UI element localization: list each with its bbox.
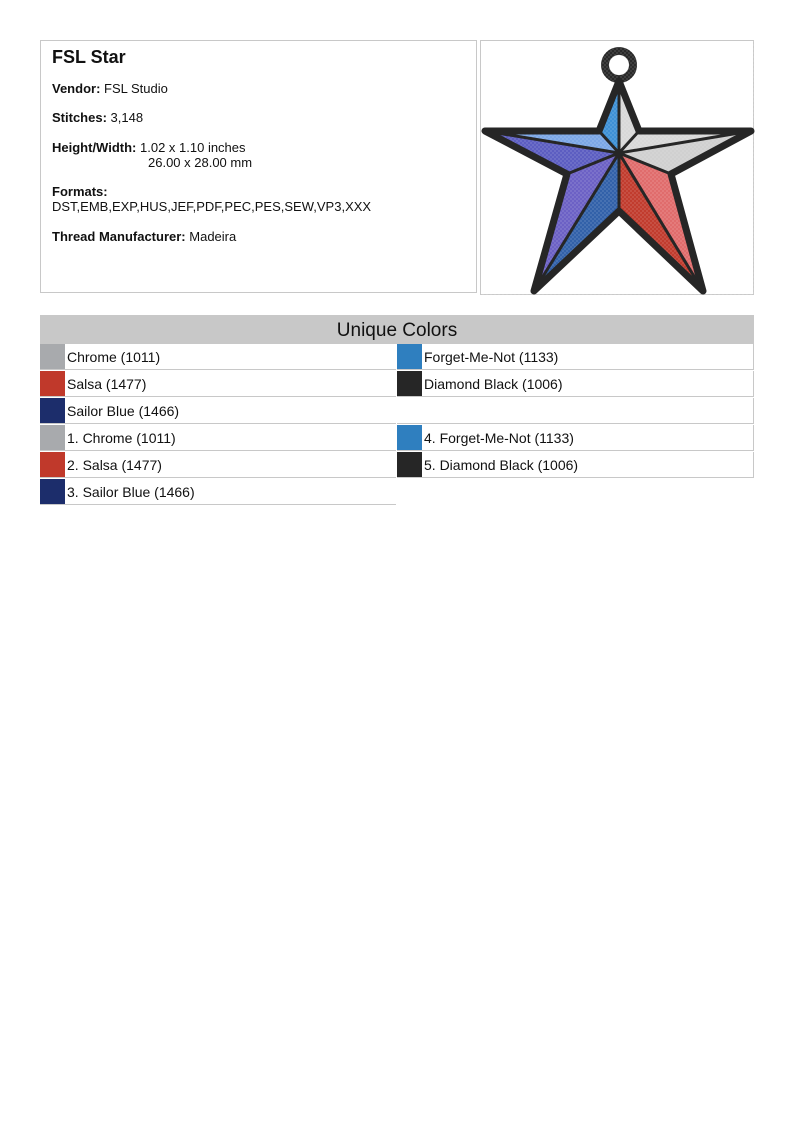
color-row <box>40 398 396 424</box>
color-name: Forget-Me-Not (1133) <box>424 349 559 365</box>
stitches-value: 3,148 <box>110 110 144 125</box>
color-swatch <box>397 452 422 477</box>
color-swatch <box>397 344 422 369</box>
sequence-name: 3. Sailor Blue (1466) <box>67 484 195 500</box>
color-swatch <box>40 344 65 369</box>
color-swatch <box>40 452 65 477</box>
sequence-row <box>397 452 754 478</box>
sequence-name: 5. Diamond Black (1006) <box>424 457 579 473</box>
thread-label: Thread Manufacturer: <box>52 229 186 244</box>
design-info-panel <box>40 40 477 293</box>
color-name: Chrome (1011) <box>67 349 161 365</box>
empty-row <box>397 398 754 424</box>
height-width-label: Height/Width: <box>52 140 137 155</box>
stitches-line <box>52 110 143 125</box>
color-row <box>40 344 396 370</box>
vendor-line <box>52 81 168 96</box>
color-name: Sailor Blue (1466) <box>67 403 180 419</box>
color-row <box>40 371 396 397</box>
color-swatch <box>40 371 65 396</box>
color-swatch <box>397 371 422 396</box>
sequence-name: 2. Salsa (1477) <box>67 457 162 473</box>
color-swatch <box>40 479 65 504</box>
vendor-label: Vendor: <box>52 81 101 96</box>
stitches-label: Stitches: <box>52 110 107 125</box>
design-preview <box>480 40 754 295</box>
color-name: Diamond Black (1006) <box>424 376 563 392</box>
vendor-value: FSL Studio <box>104 81 168 96</box>
thread-value: Madeira <box>189 229 237 244</box>
color-swatch <box>397 425 422 450</box>
sequence-row <box>397 425 754 451</box>
sequence-row <box>40 452 396 478</box>
color-row <box>397 344 754 370</box>
color-name: Salsa (1477) <box>67 376 147 392</box>
formats-label-line <box>52 184 108 199</box>
sequence-row <box>40 425 396 451</box>
color-row <box>397 371 754 397</box>
height-width-inches: 1.02 x 1.10 inches <box>140 140 246 155</box>
formats-label: Formats: <box>52 184 108 199</box>
design-title: FSL Star <box>52 47 126 67</box>
height-width-mm: 26.00 x 28.00 mm <box>148 155 253 170</box>
color-swatch <box>40 398 65 423</box>
formats-value: DST,EMB,EXP,HUS,JEF,PDF,PEC,PES,SEW,VP3,XXX <box>52 199 372 214</box>
color-swatch <box>40 425 65 450</box>
star-ornament-image <box>481 41 755 296</box>
height-width-line <box>52 140 246 155</box>
sequence-row <box>40 479 396 505</box>
thread-line <box>52 229 236 244</box>
sequence-name: 1. Chrome (1011) <box>67 430 176 446</box>
unique-colors-header: Unique Colors <box>40 315 754 344</box>
sequence-name: 4. Forget-Me-Not (1133) <box>424 430 574 446</box>
